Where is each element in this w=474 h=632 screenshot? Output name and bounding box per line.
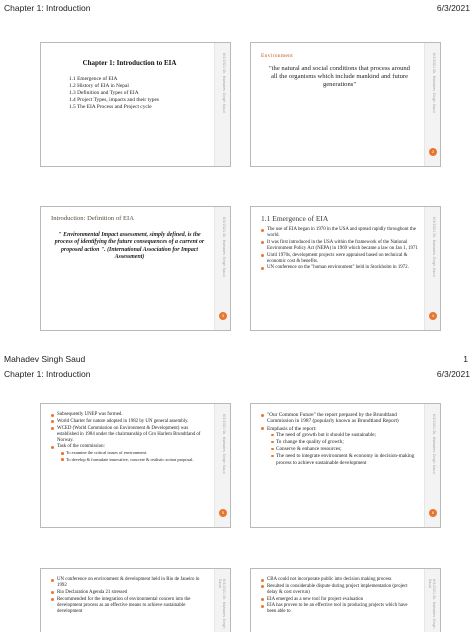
toc-item: 1.3 Definition and Types of EIA <box>69 90 139 96</box>
toc-item: 1.1 Emergence of EIA <box>69 76 118 82</box>
header-chapter: Chapter 1: Introduction <box>4 3 91 13</box>
slide-number: 6 <box>429 509 437 517</box>
footer-author: Mahadev Singh Saud <box>4 354 86 364</box>
slide-side-label: 6/3/2021 Dr. Mahadev Singh Saud <box>432 217 436 277</box>
slide-side-band <box>424 569 440 632</box>
list-item: UN conference on the "human environment" held in Stockholm in 1972. <box>261 265 418 271</box>
sub-item: To develop & formulate innovative, concrete & realistic action proposal. <box>61 457 208 462</box>
list-item: Until 1970s, development projects were appraised based on technical & economic cost & benefits. <box>261 253 418 265</box>
slide-number: 2 <box>429 148 437 156</box>
header-chapter: Chapter 1: Introduction <box>4 369 91 379</box>
sub-list <box>61 450 208 462</box>
slide-heading: 1.1 Emergence of EIA <box>261 214 329 223</box>
list-item: EIA emerged as a new tool for project evaluation <box>261 597 418 603</box>
slide-side-label: 6/3/2021 Dr. Mahadev Singh Saud <box>222 414 226 474</box>
slide-side-label: 6/3/2021 Dr. Mahadev Singh Saud <box>432 53 436 113</box>
sub-list <box>271 432 418 466</box>
header-date: 6/3/2021 <box>436 3 470 13</box>
slide-6 <box>250 403 441 528</box>
slide-8 <box>250 568 441 632</box>
list-item: Rio Declaration Agenda 21 stressed <box>51 590 208 596</box>
page-footer <box>0 352 474 366</box>
sub-item: The need of growth but it should be sustainable; <box>271 432 418 438</box>
slide-side-label: 6/3/2021 Dr. Mahadev Singh Saud <box>432 414 436 474</box>
page-header <box>0 0 474 14</box>
slide-side-band <box>214 43 230 166</box>
slide-2 <box>250 42 441 167</box>
slide-5 <box>40 403 231 528</box>
sub-item: Conserve & enhance resources; <box>271 446 418 452</box>
list-item: EIA has proven to be an effective tool in producing projects which have been able to <box>261 603 418 615</box>
slide-3 <box>40 206 231 331</box>
toc-item: 1.5 The EIA Process and Project cycle <box>69 104 152 110</box>
bullet-list <box>261 412 418 466</box>
list-item: It was first introduced in the USA within the framework of the National Environment Policy Act (NEPA) in 1969 which became a law on Jan 1, 1971 <box>261 240 418 252</box>
sub-item: The need to integrate environment & economy in decision-making process to achieve sustainable development <box>271 453 418 466</box>
bullet-list <box>261 577 418 615</box>
list-item: Subsequently UNEP was formed. <box>51 412 208 418</box>
sub-item: To change the quality of growth; <box>271 439 418 445</box>
sub-item: To examine the critical issues of environment. <box>61 450 208 455</box>
list-item: Resulted in considerable dispute during project implementation (project delay & cost overrun) <box>261 584 418 596</box>
list-item <box>51 444 208 462</box>
header-date: 6/3/2021 <box>436 369 470 379</box>
page-header-2 <box>0 366 474 380</box>
bullet-list <box>51 577 208 615</box>
toc-item: 1.4 Project Types, impacts and their types <box>69 97 159 103</box>
slide-side-label: 6/3/2021 Dr. Mahadev Singh Saud <box>428 579 436 629</box>
toc-item: 1.2 History of EIA in Nepal <box>69 83 129 89</box>
emphasis-label: Emphasis of the report: <box>267 425 317 432</box>
list-item <box>261 426 418 466</box>
slide-title: Chapter 1: Introduction to EIA <box>82 59 177 67</box>
slide-side-label: 6/3/2021 Dr. Mahadev Singh Saud <box>222 217 226 277</box>
bullet-list <box>51 412 208 462</box>
list-item: WCED (World Commission on Environment & Development) was established in 1984 under the chairmanship of Gro Harlem Brundtland of Norway. <box>51 426 208 444</box>
slide-heading: Environment <box>261 53 294 59</box>
list-item: CBA could not incorporate public into decision making process <box>261 577 418 583</box>
slide-heading: Introduction: Definition of EIA <box>51 215 134 222</box>
definition-quote: " Environmental Impact assessment, simply defined, is the process of identifying the future consequences of a current or proposed action ". (International Association for Impact Assessment) <box>54 232 205 260</box>
slide-number: 3 <box>219 312 227 320</box>
slide-1 <box>40 42 231 167</box>
list-item: UN conference on environment & development held in Rio de Janeiro in 1992 <box>51 577 208 589</box>
slide-7 <box>40 568 231 632</box>
list-item: Recommended for the integration of environmental concern into the development process as an effective means to achieve sustainable development <box>51 597 208 615</box>
list-item: The use of EIA began in 1970 in the USA and spread rapidly throughout the world. <box>261 227 418 239</box>
task-label: Task of the commission: <box>57 444 105 450</box>
footer-page-number: 1 <box>463 354 468 364</box>
slide-side-band <box>214 569 230 632</box>
slide-side-label: 6/3/2021 Dr. Mahadev Singh Saud <box>222 53 226 113</box>
slide-side-label: 6/3/2021 Dr. Mahadev Singh Saud <box>218 579 226 629</box>
slide-number: 4 <box>429 312 437 320</box>
environment-quote: "the natural and social conditions that process around all the organisms which include mankind and future generations" <box>269 65 410 88</box>
slide-number: 5 <box>219 509 227 517</box>
bullet-list <box>261 227 418 271</box>
list-item: "Our Common Future" the report prepared by the Brundtland Commission in 1987 (popularly known as Brundtland Report) <box>261 412 418 425</box>
list-item: World Charter for nature adopted in 1982 by UN general assembly. <box>51 419 208 425</box>
slide-4 <box>250 206 441 331</box>
toc-list <box>69 76 208 111</box>
